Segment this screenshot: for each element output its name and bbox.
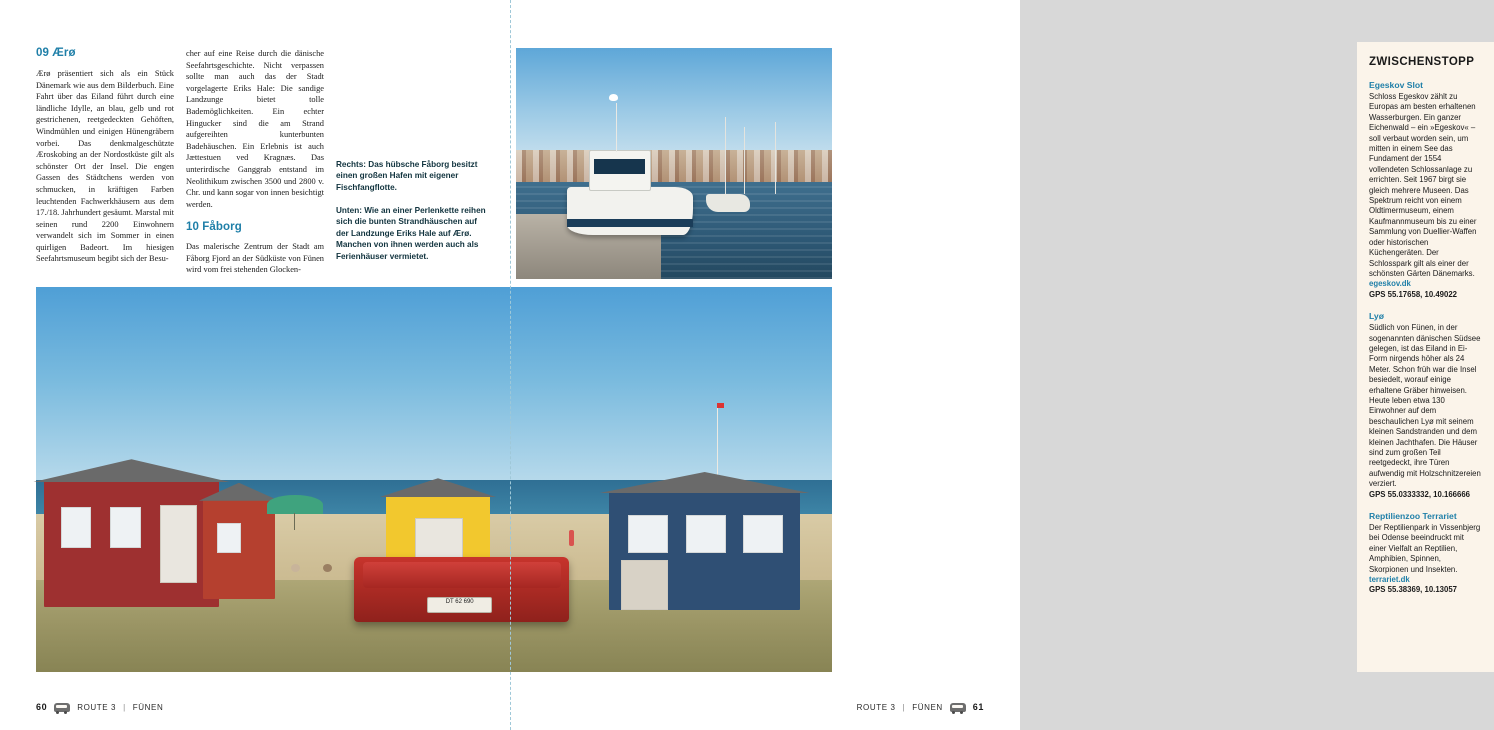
hut-window [628, 515, 668, 553]
car-trunk [363, 562, 561, 588]
footer-right [857, 702, 984, 712]
sidebar-entry-gps: GPS 55.38369, 10.13057 [1369, 585, 1458, 595]
sidebar-entry-gps: GPS 55.0333332, 10.166666 [1369, 489, 1471, 499]
section-heading-aeroe [36, 48, 174, 60]
bench [621, 560, 669, 610]
license-plate: DT 62 690 [427, 597, 491, 613]
fishing-boat-stripe [567, 219, 693, 227]
sidebar-entry-heading: Reptilienzoo Terrariet [1369, 511, 1457, 522]
beach-hut-blue [609, 491, 800, 610]
person-sitting [291, 564, 300, 572]
sidebar-title: ZWISCHENSTOPP [1369, 56, 1475, 68]
footer-separator: | [123, 702, 126, 712]
footer-separator: | [902, 702, 906, 712]
sailboat-mast [775, 122, 776, 194]
sidebar-entry-website[interactable]: egeskov.dk [1369, 279, 1411, 289]
section-heading-faaborg [186, 222, 324, 234]
person [569, 530, 574, 546]
hut-door [160, 505, 197, 583]
fishing-boat-cabin [589, 150, 651, 191]
hut-window [110, 507, 140, 547]
footer-region: FÜNEN [132, 702, 164, 712]
sidebar-entry-egeskov [1369, 80, 1482, 300]
beach-umbrella [267, 495, 323, 514]
section-body-aeroe: Ærø präsentiert sich als ein Stück Dänemark wie aus dem Bilderbuch. Eine Fahrt über das Eiland führt durch eine ländliche Idylle, an blau, gelb und rot gestrichenen, reetgedeckten Gehöften, Windmühlen und einigen Hünengräbern vorbei. Das denkmalgeschützte Æroskobing an der Nordostküste gilt als schönster Ort der Insel. Die engen Gassen des Städtchens werden von schmucken, in kräftigen Farben leuchtenden Fachwerkhäusern aus dem 17./18. Jahrhundert gesäumt. Marstal mit seinen rund 2200 Einwohnern verwandelt sich im Sommer in einen quirligen Badeort. Im hiesigen Seefahrtsmuseum begibt sich der Besu- [36, 68, 174, 264]
hut-window [217, 523, 240, 553]
hut-window [61, 507, 91, 547]
seagull-icon [609, 94, 618, 101]
sidebar-entry-heading: Lyø [1369, 311, 1384, 322]
hut-window [686, 515, 726, 553]
section-number: 10 [186, 221, 199, 234]
footer-region: FÜNEN [912, 702, 943, 712]
body-column-1 [36, 48, 174, 273]
section-number: 09 [36, 47, 49, 59]
footer-route: ROUTE 3 [77, 702, 117, 712]
sidebar-zwischenstopp [1357, 42, 1494, 672]
section-title: Fåborg [202, 221, 242, 234]
faaborg-harbour-photo [516, 48, 832, 279]
body-column-2 [186, 48, 324, 276]
sidebar-entry-body: Schloss Egeskov zählt zu Europas am besten erhaltenen Wasserburgen. Ein ganzer Eichenwald – ein »Egeskov« – soll verbaut worden sein, um mitten in einem See das Fundament der 1554 vollendeten Schlossanlage zu errichten. Seit 1967 birgt sie gleich mehrere Museen. Das Spektrum reicht von einem Oldtimermuseum, einem Kaufmannmuseum bis zu einer Sammlung von Duellier-Waffen oder historischen Küchengeräten. Der Schlosspark gilt als einer der schönsten Gärten Dänemarks. [1369, 92, 1477, 278]
fishing-boat-mast [616, 103, 618, 152]
footer-left [36, 702, 163, 712]
person-sitting [323, 564, 332, 572]
vintage-red-car [354, 557, 569, 622]
page-number: 61 [972, 702, 984, 712]
sidebar-entry-body: Südlich von Fünen, in der sogenannten dänischen Südsee gelegen, ist das Eiland in Ei-Form nirgends höher als 24 Meter. Schon früh war die Insel besiedelt, worauf einige erhaltene Gräber hinweisen. Heute leben etwa 130 Einwohner auf dem beschaulichen Lyø mit seinem kleinen Sandstranden und dem kleinen Jachthafen. Die Häuser sind zum großen Teil reetgedeckt, ihre Türen aufwendig mit Holzschnitzereien verziert. [1369, 323, 1481, 489]
harbour-town-buildings [516, 150, 832, 185]
sidebar-entry-terrariet [1369, 511, 1482, 596]
bus-icon [950, 703, 966, 712]
fishing-boat-hull [567, 187, 693, 236]
bus-icon [54, 703, 70, 712]
section-body-faaborg: Das malerische Zentrum der Stadt am Fåborg Fjord an der Südküste von Fünen wird vom frei stehenden Glocken- [186, 241, 324, 275]
small-boat [706, 194, 750, 212]
sky [36, 287, 832, 491]
sailboat-mast [725, 117, 726, 193]
sidebar-entry-body: Der Reptilienpark in Vissenbjerg bei Odense beeindruckt mit einer Vielfalt an Reptilien, Amphibien, Spinnen, Skorpionen und Insekten. [1369, 523, 1481, 574]
footer-route: ROUTE 3 [856, 702, 896, 712]
page-number: 60 [36, 702, 48, 712]
sidebar-entry-heading: Egeskov Slot [1369, 80, 1423, 90]
page-gutter [510, 0, 511, 730]
caption-rechts: Rechts: Das hübsche Fåborg besitzt einen großen Hafen mit eigener Fischfangflotte. [336, 160, 478, 192]
sidebar-entry-lyoe [1369, 311, 1482, 500]
beach-hut-red [44, 480, 219, 607]
caption-unten: Unten: Wie an einer Perlenkette reihen sich die bunten Strandhäuschen auf der Landzunge Eriks Hale auf Ærø. Manchen von ihnen werden auch als Ferienhäuser vermietet. [336, 206, 486, 261]
sidebar-entry-gps: GPS 55.17658, 10.49022 [1369, 289, 1458, 299]
sidebar-entry-website[interactable]: terrariet.dk [1369, 575, 1410, 585]
section-body-continued: cher auf eine Reise durch die dänische Seefahrtsgeschichte. Nicht verpassen sollte man auch das der Stadt vorgelagerte Eriks Hale: Die sandige Landzunge bietet tolle Bademöglichkeiten. Ein echter Hingucker sind die am Strand aufgereihten kunterbunten Badehäuschen. Ein Erlebnis ist auch Jættestuen ved Kragnæs. Das unterirdische Ganggrab entstand im Neolithikum zwischen 3500 und 2800 v. Chr. und kann sogar von innen besichtigt werden. [186, 49, 324, 209]
hut-window [743, 515, 783, 553]
sailboat-mast [744, 127, 745, 194]
beach-hut-red-small [203, 499, 275, 599]
eriks-hale-beach-huts-photo [36, 287, 832, 672]
section-title: Ærø [52, 47, 76, 59]
